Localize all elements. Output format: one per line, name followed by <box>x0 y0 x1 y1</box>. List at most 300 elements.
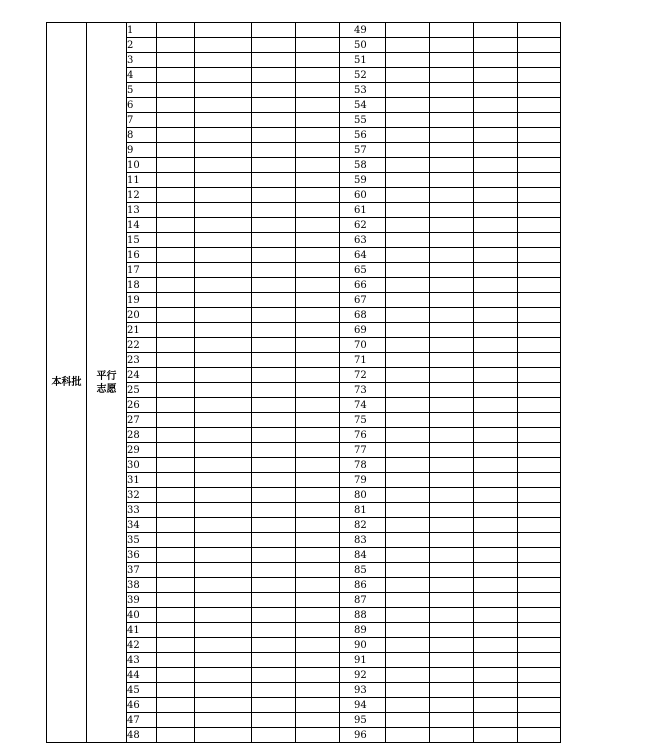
right-entry-cell[interactable] <box>386 488 430 503</box>
right-entry-cell[interactable] <box>430 608 474 623</box>
left-entry-cell[interactable] <box>157 518 195 533</box>
right-entry-cell[interactable] <box>518 638 561 653</box>
right-entry-cell[interactable] <box>386 698 430 713</box>
right-entry-cell[interactable] <box>518 338 561 353</box>
left-entry-cell[interactable] <box>157 23 195 38</box>
right-entry-cell[interactable] <box>386 248 430 263</box>
left-entry-cell[interactable] <box>195 728 252 743</box>
right-entry-cell[interactable] <box>518 533 561 548</box>
left-entry-cell[interactable] <box>157 563 195 578</box>
right-entry-cell[interactable] <box>386 533 430 548</box>
right-entry-cell[interactable] <box>474 458 518 473</box>
left-entry-cell[interactable] <box>296 248 340 263</box>
left-entry-cell[interactable] <box>296 683 340 698</box>
right-entry-cell[interactable] <box>430 398 474 413</box>
left-entry-cell[interactable] <box>157 323 195 338</box>
left-entry-cell[interactable] <box>157 638 195 653</box>
right-entry-cell[interactable] <box>474 638 518 653</box>
left-entry-cell[interactable] <box>252 503 296 518</box>
right-entry-cell[interactable] <box>518 653 561 668</box>
left-entry-cell[interactable] <box>195 68 252 83</box>
left-entry-cell[interactable] <box>252 113 296 128</box>
right-entry-cell[interactable] <box>386 338 430 353</box>
left-entry-cell[interactable] <box>157 263 195 278</box>
right-entry-cell[interactable] <box>386 83 430 98</box>
right-entry-cell[interactable] <box>386 458 430 473</box>
left-entry-cell[interactable] <box>296 593 340 608</box>
left-entry-cell[interactable] <box>157 398 195 413</box>
left-entry-cell[interactable] <box>252 458 296 473</box>
right-entry-cell[interactable] <box>386 308 430 323</box>
left-entry-cell[interactable] <box>157 593 195 608</box>
right-entry-cell[interactable] <box>386 728 430 743</box>
right-entry-cell[interactable] <box>386 158 430 173</box>
right-entry-cell[interactable] <box>430 203 474 218</box>
right-entry-cell[interactable] <box>474 713 518 728</box>
right-entry-cell[interactable] <box>430 443 474 458</box>
left-entry-cell[interactable] <box>157 218 195 233</box>
left-entry-cell[interactable] <box>296 128 340 143</box>
left-entry-cell[interactable] <box>296 533 340 548</box>
left-entry-cell[interactable] <box>157 83 195 98</box>
left-entry-cell[interactable] <box>157 623 195 638</box>
left-entry-cell[interactable] <box>296 293 340 308</box>
right-entry-cell[interactable] <box>474 203 518 218</box>
right-entry-cell[interactable] <box>518 593 561 608</box>
right-entry-cell[interactable] <box>386 323 430 338</box>
left-entry-cell[interactable] <box>195 578 252 593</box>
right-entry-cell[interactable] <box>430 488 474 503</box>
left-entry-cell[interactable] <box>296 578 340 593</box>
left-entry-cell[interactable] <box>195 698 252 713</box>
left-entry-cell[interactable] <box>195 188 252 203</box>
left-entry-cell[interactable] <box>157 338 195 353</box>
right-entry-cell[interactable] <box>386 428 430 443</box>
right-entry-cell[interactable] <box>474 398 518 413</box>
left-entry-cell[interactable] <box>195 398 252 413</box>
right-entry-cell[interactable] <box>386 548 430 563</box>
right-entry-cell[interactable] <box>518 38 561 53</box>
right-entry-cell[interactable] <box>386 113 430 128</box>
right-entry-cell[interactable] <box>430 458 474 473</box>
left-entry-cell[interactable] <box>195 278 252 293</box>
left-entry-cell[interactable] <box>296 203 340 218</box>
left-entry-cell[interactable] <box>252 548 296 563</box>
left-entry-cell[interactable] <box>157 488 195 503</box>
left-entry-cell[interactable] <box>195 668 252 683</box>
left-entry-cell[interactable] <box>252 413 296 428</box>
left-entry-cell[interactable] <box>195 338 252 353</box>
right-entry-cell[interactable] <box>474 83 518 98</box>
right-entry-cell[interactable] <box>430 668 474 683</box>
left-entry-cell[interactable] <box>296 728 340 743</box>
left-entry-cell[interactable] <box>157 143 195 158</box>
right-entry-cell[interactable] <box>430 278 474 293</box>
right-entry-cell[interactable] <box>518 263 561 278</box>
right-entry-cell[interactable] <box>430 23 474 38</box>
left-entry-cell[interactable] <box>252 68 296 83</box>
right-entry-cell[interactable] <box>518 368 561 383</box>
left-entry-cell[interactable] <box>195 653 252 668</box>
right-entry-cell[interactable] <box>518 713 561 728</box>
right-entry-cell[interactable] <box>518 188 561 203</box>
right-entry-cell[interactable] <box>430 53 474 68</box>
left-entry-cell[interactable] <box>157 98 195 113</box>
left-entry-cell[interactable] <box>296 98 340 113</box>
left-entry-cell[interactable] <box>195 623 252 638</box>
left-entry-cell[interactable] <box>195 593 252 608</box>
left-entry-cell[interactable] <box>296 713 340 728</box>
right-entry-cell[interactable] <box>474 488 518 503</box>
left-entry-cell[interactable] <box>157 413 195 428</box>
right-entry-cell[interactable] <box>430 503 474 518</box>
left-entry-cell[interactable] <box>157 113 195 128</box>
left-entry-cell[interactable] <box>252 278 296 293</box>
left-entry-cell[interactable] <box>296 473 340 488</box>
right-entry-cell[interactable] <box>474 53 518 68</box>
right-entry-cell[interactable] <box>386 293 430 308</box>
right-entry-cell[interactable] <box>474 593 518 608</box>
right-entry-cell[interactable] <box>430 683 474 698</box>
left-entry-cell[interactable] <box>195 113 252 128</box>
right-entry-cell[interactable] <box>518 383 561 398</box>
right-entry-cell[interactable] <box>518 458 561 473</box>
right-entry-cell[interactable] <box>430 563 474 578</box>
left-entry-cell[interactable] <box>195 428 252 443</box>
left-entry-cell[interactable] <box>296 383 340 398</box>
right-entry-cell[interactable] <box>430 248 474 263</box>
left-entry-cell[interactable] <box>252 713 296 728</box>
right-entry-cell[interactable] <box>474 473 518 488</box>
left-entry-cell[interactable] <box>195 323 252 338</box>
right-entry-cell[interactable] <box>430 338 474 353</box>
right-entry-cell[interactable] <box>518 578 561 593</box>
right-entry-cell[interactable] <box>430 383 474 398</box>
left-entry-cell[interactable] <box>252 488 296 503</box>
right-entry-cell[interactable] <box>386 173 430 188</box>
left-entry-cell[interactable] <box>252 158 296 173</box>
right-entry-cell[interactable] <box>386 608 430 623</box>
right-entry-cell[interactable] <box>474 293 518 308</box>
right-entry-cell[interactable] <box>518 488 561 503</box>
right-entry-cell[interactable] <box>386 398 430 413</box>
right-entry-cell[interactable] <box>430 728 474 743</box>
right-entry-cell[interactable] <box>518 608 561 623</box>
right-entry-cell[interactable] <box>386 713 430 728</box>
right-entry-cell[interactable] <box>474 158 518 173</box>
left-entry-cell[interactable] <box>195 173 252 188</box>
left-entry-cell[interactable] <box>157 608 195 623</box>
left-entry-cell[interactable] <box>252 263 296 278</box>
left-entry-cell[interactable] <box>252 188 296 203</box>
left-entry-cell[interactable] <box>296 563 340 578</box>
right-entry-cell[interactable] <box>518 278 561 293</box>
left-entry-cell[interactable] <box>195 533 252 548</box>
left-entry-cell[interactable] <box>157 698 195 713</box>
right-entry-cell[interactable] <box>386 53 430 68</box>
left-entry-cell[interactable] <box>157 383 195 398</box>
left-entry-cell[interactable] <box>195 293 252 308</box>
left-entry-cell[interactable] <box>252 668 296 683</box>
right-entry-cell[interactable] <box>518 443 561 458</box>
right-entry-cell[interactable] <box>474 353 518 368</box>
left-entry-cell[interactable] <box>296 368 340 383</box>
left-entry-cell[interactable] <box>195 353 252 368</box>
left-entry-cell[interactable] <box>157 353 195 368</box>
right-entry-cell[interactable] <box>430 38 474 53</box>
right-entry-cell[interactable] <box>518 53 561 68</box>
right-entry-cell[interactable] <box>386 368 430 383</box>
right-entry-cell[interactable] <box>474 683 518 698</box>
left-entry-cell[interactable] <box>252 38 296 53</box>
right-entry-cell[interactable] <box>386 563 430 578</box>
left-entry-cell[interactable] <box>195 563 252 578</box>
left-entry-cell[interactable] <box>157 188 195 203</box>
right-entry-cell[interactable] <box>430 428 474 443</box>
left-entry-cell[interactable] <box>252 443 296 458</box>
right-entry-cell[interactable] <box>518 203 561 218</box>
right-entry-cell[interactable] <box>518 563 561 578</box>
right-entry-cell[interactable] <box>518 68 561 83</box>
left-entry-cell[interactable] <box>195 473 252 488</box>
right-entry-cell[interactable] <box>430 578 474 593</box>
left-entry-cell[interactable] <box>195 638 252 653</box>
left-entry-cell[interactable] <box>157 368 195 383</box>
right-entry-cell[interactable] <box>430 128 474 143</box>
right-entry-cell[interactable] <box>474 323 518 338</box>
right-entry-cell[interactable] <box>386 23 430 38</box>
right-entry-cell[interactable] <box>518 548 561 563</box>
right-entry-cell[interactable] <box>474 248 518 263</box>
left-entry-cell[interactable] <box>157 158 195 173</box>
left-entry-cell[interactable] <box>195 683 252 698</box>
right-entry-cell[interactable] <box>386 143 430 158</box>
right-entry-cell[interactable] <box>430 698 474 713</box>
right-entry-cell[interactable] <box>474 113 518 128</box>
right-entry-cell[interactable] <box>386 128 430 143</box>
right-entry-cell[interactable] <box>430 653 474 668</box>
right-entry-cell[interactable] <box>386 593 430 608</box>
right-entry-cell[interactable] <box>430 638 474 653</box>
right-entry-cell[interactable] <box>518 428 561 443</box>
left-entry-cell[interactable] <box>195 368 252 383</box>
left-entry-cell[interactable] <box>157 653 195 668</box>
left-entry-cell[interactable] <box>296 488 340 503</box>
left-entry-cell[interactable] <box>195 548 252 563</box>
right-entry-cell[interactable] <box>430 113 474 128</box>
left-entry-cell[interactable] <box>252 533 296 548</box>
right-entry-cell[interactable] <box>386 188 430 203</box>
left-entry-cell[interactable] <box>157 533 195 548</box>
left-entry-cell[interactable] <box>296 548 340 563</box>
left-entry-cell[interactable] <box>195 518 252 533</box>
left-entry-cell[interactable] <box>296 233 340 248</box>
right-entry-cell[interactable] <box>518 218 561 233</box>
right-entry-cell[interactable] <box>474 428 518 443</box>
left-entry-cell[interactable] <box>296 608 340 623</box>
left-entry-cell[interactable] <box>195 158 252 173</box>
left-entry-cell[interactable] <box>157 38 195 53</box>
right-entry-cell[interactable] <box>430 518 474 533</box>
left-entry-cell[interactable] <box>296 338 340 353</box>
left-entry-cell[interactable] <box>195 23 252 38</box>
right-entry-cell[interactable] <box>430 473 474 488</box>
right-entry-cell[interactable] <box>474 143 518 158</box>
right-entry-cell[interactable] <box>430 98 474 113</box>
left-entry-cell[interactable] <box>195 143 252 158</box>
right-entry-cell[interactable] <box>386 263 430 278</box>
right-entry-cell[interactable] <box>474 623 518 638</box>
left-entry-cell[interactable] <box>296 23 340 38</box>
right-entry-cell[interactable] <box>518 98 561 113</box>
right-entry-cell[interactable] <box>386 218 430 233</box>
left-entry-cell[interactable] <box>157 458 195 473</box>
left-entry-cell[interactable] <box>296 68 340 83</box>
right-entry-cell[interactable] <box>386 578 430 593</box>
right-entry-cell[interactable] <box>386 353 430 368</box>
right-entry-cell[interactable] <box>474 68 518 83</box>
right-entry-cell[interactable] <box>518 293 561 308</box>
left-entry-cell[interactable] <box>296 353 340 368</box>
left-entry-cell[interactable] <box>252 728 296 743</box>
right-entry-cell[interactable] <box>474 233 518 248</box>
left-entry-cell[interactable] <box>296 503 340 518</box>
right-entry-cell[interactable] <box>518 308 561 323</box>
left-entry-cell[interactable] <box>195 203 252 218</box>
right-entry-cell[interactable] <box>474 608 518 623</box>
right-entry-cell[interactable] <box>430 593 474 608</box>
right-entry-cell[interactable] <box>430 218 474 233</box>
left-entry-cell[interactable] <box>252 323 296 338</box>
left-entry-cell[interactable] <box>296 443 340 458</box>
left-entry-cell[interactable] <box>252 563 296 578</box>
left-entry-cell[interactable] <box>296 323 340 338</box>
right-entry-cell[interactable] <box>474 263 518 278</box>
right-entry-cell[interactable] <box>518 398 561 413</box>
right-entry-cell[interactable] <box>474 383 518 398</box>
right-entry-cell[interactable] <box>386 518 430 533</box>
left-entry-cell[interactable] <box>252 83 296 98</box>
left-entry-cell[interactable] <box>195 53 252 68</box>
right-entry-cell[interactable] <box>430 68 474 83</box>
left-entry-cell[interactable] <box>252 203 296 218</box>
right-entry-cell[interactable] <box>430 143 474 158</box>
right-entry-cell[interactable] <box>474 413 518 428</box>
left-entry-cell[interactable] <box>296 158 340 173</box>
right-entry-cell[interactable] <box>386 98 430 113</box>
right-entry-cell[interactable] <box>430 623 474 638</box>
right-entry-cell[interactable] <box>474 98 518 113</box>
left-entry-cell[interactable] <box>296 83 340 98</box>
left-entry-cell[interactable] <box>157 578 195 593</box>
right-entry-cell[interactable] <box>430 353 474 368</box>
right-entry-cell[interactable] <box>474 368 518 383</box>
left-entry-cell[interactable] <box>252 248 296 263</box>
left-entry-cell[interactable] <box>157 293 195 308</box>
right-entry-cell[interactable] <box>386 203 430 218</box>
left-entry-cell[interactable] <box>157 428 195 443</box>
right-entry-cell[interactable] <box>430 413 474 428</box>
left-entry-cell[interactable] <box>157 68 195 83</box>
left-entry-cell[interactable] <box>296 428 340 443</box>
right-entry-cell[interactable] <box>430 188 474 203</box>
right-entry-cell[interactable] <box>430 83 474 98</box>
left-entry-cell[interactable] <box>157 683 195 698</box>
right-entry-cell[interactable] <box>518 623 561 638</box>
left-entry-cell[interactable] <box>195 488 252 503</box>
left-entry-cell[interactable] <box>252 338 296 353</box>
left-entry-cell[interactable] <box>296 263 340 278</box>
left-entry-cell[interactable] <box>252 383 296 398</box>
right-entry-cell[interactable] <box>474 278 518 293</box>
left-entry-cell[interactable] <box>296 218 340 233</box>
left-entry-cell[interactable] <box>296 653 340 668</box>
right-entry-cell[interactable] <box>518 473 561 488</box>
left-entry-cell[interactable] <box>296 278 340 293</box>
right-entry-cell[interactable] <box>386 623 430 638</box>
right-entry-cell[interactable] <box>518 518 561 533</box>
right-entry-cell[interactable] <box>518 248 561 263</box>
right-entry-cell[interactable] <box>430 173 474 188</box>
right-entry-cell[interactable] <box>386 638 430 653</box>
left-entry-cell[interactable] <box>195 38 252 53</box>
left-entry-cell[interactable] <box>296 188 340 203</box>
left-entry-cell[interactable] <box>296 518 340 533</box>
left-entry-cell[interactable] <box>195 263 252 278</box>
left-entry-cell[interactable] <box>195 248 252 263</box>
left-entry-cell[interactable] <box>252 638 296 653</box>
right-entry-cell[interactable] <box>518 413 561 428</box>
left-entry-cell[interactable] <box>296 413 340 428</box>
left-entry-cell[interactable] <box>296 113 340 128</box>
right-entry-cell[interactable] <box>518 503 561 518</box>
left-entry-cell[interactable] <box>296 308 340 323</box>
left-entry-cell[interactable] <box>157 503 195 518</box>
right-entry-cell[interactable] <box>518 113 561 128</box>
right-entry-cell[interactable] <box>474 338 518 353</box>
right-entry-cell[interactable] <box>518 683 561 698</box>
right-entry-cell[interactable] <box>386 68 430 83</box>
left-entry-cell[interactable] <box>252 293 296 308</box>
right-entry-cell[interactable] <box>430 263 474 278</box>
left-entry-cell[interactable] <box>296 458 340 473</box>
right-entry-cell[interactable] <box>518 83 561 98</box>
right-entry-cell[interactable] <box>430 368 474 383</box>
right-entry-cell[interactable] <box>474 578 518 593</box>
right-entry-cell[interactable] <box>518 23 561 38</box>
left-entry-cell[interactable] <box>195 443 252 458</box>
right-entry-cell[interactable] <box>386 473 430 488</box>
right-entry-cell[interactable] <box>386 503 430 518</box>
left-entry-cell[interactable] <box>252 518 296 533</box>
left-entry-cell[interactable] <box>252 593 296 608</box>
right-entry-cell[interactable] <box>474 443 518 458</box>
left-entry-cell[interactable] <box>157 233 195 248</box>
right-entry-cell[interactable] <box>430 323 474 338</box>
left-entry-cell[interactable] <box>195 218 252 233</box>
right-entry-cell[interactable] <box>518 128 561 143</box>
left-entry-cell[interactable] <box>195 128 252 143</box>
right-entry-cell[interactable] <box>386 443 430 458</box>
right-entry-cell[interactable] <box>474 668 518 683</box>
left-entry-cell[interactable] <box>252 353 296 368</box>
right-entry-cell[interactable] <box>474 698 518 713</box>
right-entry-cell[interactable] <box>518 158 561 173</box>
left-entry-cell[interactable] <box>252 683 296 698</box>
left-entry-cell[interactable] <box>195 713 252 728</box>
left-entry-cell[interactable] <box>252 623 296 638</box>
left-entry-cell[interactable] <box>157 53 195 68</box>
